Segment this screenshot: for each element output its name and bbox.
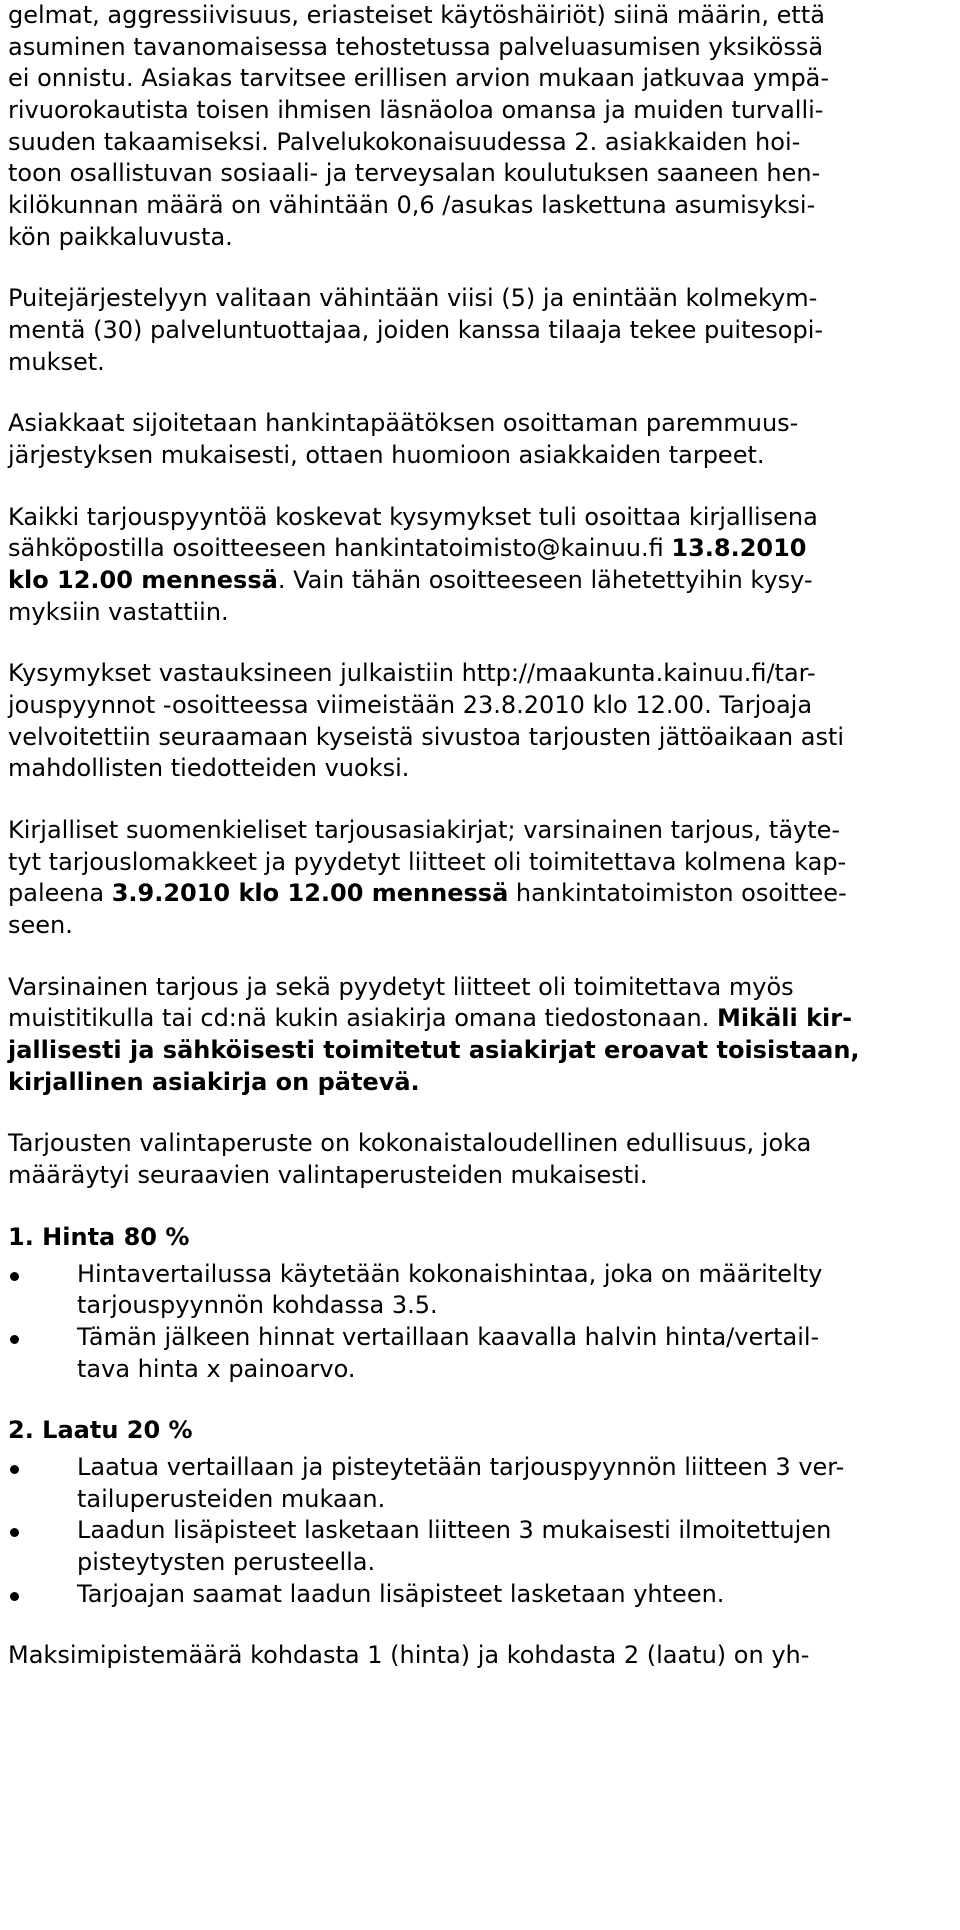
- paragraph-placement: [8, 408, 952, 471]
- text-line: rivuorokautista toisen ihmisen läsnäoloa omansa ja muiden turvalli-: [8, 96, 824, 125]
- text-line: jouspyynnot -osoitteessa viimeistään 23.8.2010 klo 12.00. Tarjoaja: [8, 691, 813, 720]
- text-line: mentä (30) palveluntuottajaa, joiden kanssa tilaaja tekee puitesopi-: [8, 316, 824, 345]
- text-line: tava hinta x painoarvo.: [77, 1354, 356, 1383]
- bullet-icon: [10, 1272, 19, 1281]
- text-line: Puitejärjestelyyn valitaan vähintään viisi (5) ja enintään kolmekym-: [8, 284, 818, 313]
- text-line-bold: kirjallinen asiakirja on pätevä.: [8, 1067, 420, 1096]
- questions-deadline: klo 12.00 mennessä: [8, 566, 278, 595]
- text-line: Tarjoajan saamat laadun lisäpisteet lasketaan yhteen.: [77, 1579, 725, 1608]
- text-run: . Vain tähän osoitteeseen lähetettyihin kysy-: [277, 566, 813, 595]
- quality-list: [8, 1452, 952, 1610]
- text-line: myksiin vastattiin.: [8, 597, 229, 626]
- section-title-quality: 2. Laatu 20 %: [8, 1416, 193, 1445]
- text-line: Hintavertailussa käytetään kokonaishintaa, joka on määritelty: [77, 1259, 823, 1288]
- text-line: tarjouspyynnön kohdassa 3.5.: [77, 1291, 438, 1320]
- list-item: [8, 1515, 952, 1578]
- text-line: kilökunnan määrä on vähintään 0,6 /asukas laskettuna asumisyksi-: [8, 191, 816, 220]
- list-item: [8, 1322, 952, 1385]
- text-line: Laatua vertaillaan ja pisteytetään tarjouspyynnön liitteen 3 ver-: [77, 1452, 845, 1481]
- paragraph-intro: [8, 0, 952, 253]
- text-line: Kaikki tarjouspyyntöä koskevat kysymykset tuli osoittaa kirjallisena: [8, 502, 818, 531]
- text-run: hankintatoimiston osoittee-: [508, 879, 847, 908]
- text-line: seen.: [8, 911, 73, 940]
- text-line: pisteytysten perusteella.: [77, 1547, 376, 1576]
- questions-date: 13.8.2010: [671, 534, 807, 563]
- text-line: [8, 533, 952, 565]
- bullet-icon: [10, 1465, 19, 1474]
- bullet-icon: [10, 1335, 19, 1344]
- text-line: Maksimipistemäärä kohdasta 1 (hinta) ja kohdasta 2 (laatu) on yh-: [8, 1641, 810, 1670]
- text-line: velvoitettiin seuraamaan kyseistä sivustoa tarjousten jättöaikaan asti: [8, 722, 845, 751]
- text-line: määräytyi seuraavien valintaperusteiden mukaisesti.: [8, 1161, 648, 1190]
- email-text: sähköpostilla osoitteeseen hankintatoimisto@kainuu.fi: [8, 534, 672, 563]
- text-line: kön paikkaluvusta.: [8, 222, 233, 251]
- text-line: järjestyksen mukaisesti, ottaen huomioon asiakkaiden tarpeet.: [8, 441, 765, 470]
- section-title-price: 1. Hinta 80 %: [8, 1222, 190, 1251]
- paragraph-answers: [8, 658, 952, 785]
- paragraph-documents: [8, 815, 952, 942]
- text-line: Tarjousten valintaperuste on kokonaistaloudellinen edullisuus, joka: [8, 1129, 812, 1158]
- paragraph-framework: [8, 283, 952, 378]
- text-line: [8, 565, 952, 597]
- text-line: [8, 878, 952, 910]
- text-line: mahdollisten tiedotteiden vuoksi.: [8, 754, 410, 783]
- text-line: mukset.: [8, 347, 105, 376]
- text-line: Tämän jälkeen hinnat vertaillaan kaavalla halvin hinta/vertail-: [77, 1322, 820, 1351]
- price-list: [8, 1259, 952, 1386]
- text-line: suuden takaamiseksi. Palvelukokonaisuudessa 2. asiakkaiden hoi-: [8, 127, 801, 156]
- text-run: paleena: [8, 879, 112, 908]
- text-line-bold: jallisesti ja sähköisesti toimitetut asiakirjat eroavat toisistaan,: [8, 1036, 860, 1065]
- text-line: gelmat, aggressiivisuus, eriasteiset käytöshäiriöt) siinä määrin, että: [8, 1, 825, 29]
- text-line: Laadun lisäpisteet lasketaan liitteen 3 mukaisesti ilmoitettujen: [77, 1516, 832, 1545]
- paragraph-final: [8, 1640, 952, 1672]
- text-line: Varsinainen tarjous ja sekä pyydetyt liitteet oli toimitettava myös: [8, 972, 794, 1001]
- text-line: toon osallistuvan sosiaali- ja terveysalan koulutuksen saaneen hen-: [8, 159, 821, 188]
- text-line: asuminen tavanomaisessa tehostetussa palveluasumisen yksikössä: [8, 32, 824, 61]
- bullet-icon: [10, 1592, 19, 1601]
- text-line: [8, 1003, 952, 1035]
- text-run: muistitikulla tai cd:nä kukin asiakirja omana tiedostonaan.: [8, 1004, 718, 1033]
- text-line: Asiakkaat sijoitetaan hankintapäätöksen osoittaman paremmuus-: [8, 409, 799, 438]
- text-line: Kirjalliset suomenkieliset tarjousasiakirjat; varsinainen tarjous, täyte-: [8, 816, 841, 845]
- bullet-icon: [10, 1528, 19, 1537]
- documents-deadline: 3.9.2010 klo 12.00 mennessä: [111, 879, 509, 908]
- paragraph-electronic: [8, 972, 952, 1099]
- paragraph-questions: [8, 502, 952, 629]
- list-item: [8, 1579, 952, 1611]
- bold-run: Mikäli kir-: [717, 1004, 853, 1033]
- text-line: tyt tarjouslomakkeet ja pyydetyt liitteet oli toimitettava kolmena kap-: [8, 847, 847, 876]
- list-item: [8, 1452, 952, 1515]
- paragraph-criteria: [8, 1128, 952, 1191]
- text-line: ei onnistu. Asiakas tarvitsee erillisen arvion mukaan jatkuvaa ympä-: [8, 64, 830, 93]
- text-line: Kysymykset vastauksineen julkaistiin http://maakunta.kainuu.fi/tar-: [8, 659, 816, 688]
- text-line: tailuperusteiden mukaan.: [77, 1484, 386, 1513]
- list-item: [8, 1259, 952, 1322]
